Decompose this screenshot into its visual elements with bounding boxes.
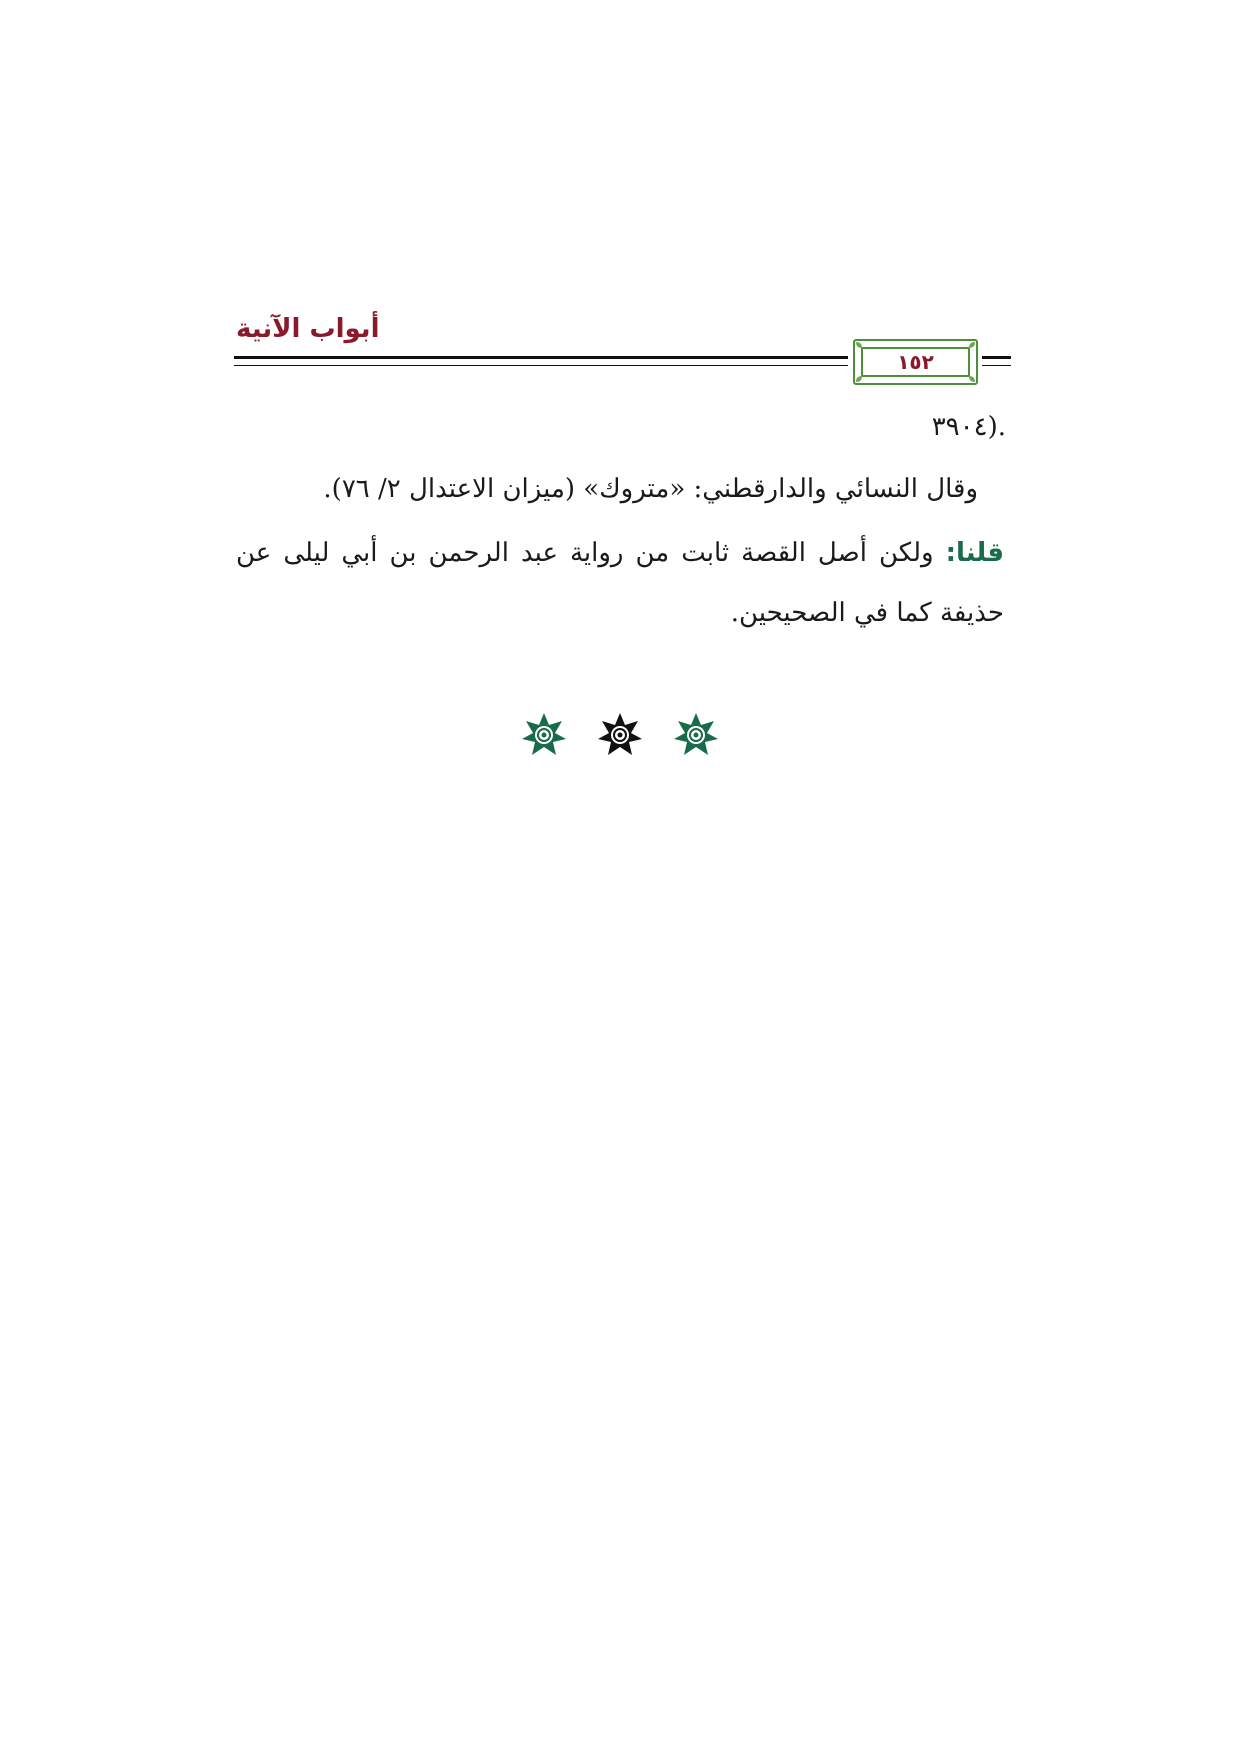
page-number-badge [853,339,978,385]
corner-ornament-icon [961,368,977,384]
page-number-frame [861,347,970,377]
corner-ornament-icon [854,368,870,384]
text-line: .(٣٩٠٤ [931,412,1006,442]
corner-ornament-icon [961,340,977,356]
text-line: حذيفة كما في الصحيحين. [730,598,1004,628]
paragraph-line [236,538,1004,568]
header-rule [234,356,848,366]
green-flower-icon [520,711,568,759]
black-flower-icon [596,711,644,759]
section-divider [520,710,720,760]
text-line: وقال النسائي والدارقطني: «متروك» (ميزان الاعتدال ٢/ ٧٦). [323,474,978,504]
chapter-title: أبواب الآنية [236,314,380,344]
corner-ornament-icon [854,340,870,356]
header-rule-short [982,356,1011,366]
green-flower-icon [672,711,720,759]
paragraph-text: ولكن أصل القصة ثابت من رواية عبد الرحمن بن أبي ليلى عن [236,538,934,568]
page-number: ١٥٢ [897,350,934,374]
lead-word: قلنا: [945,538,1005,568]
